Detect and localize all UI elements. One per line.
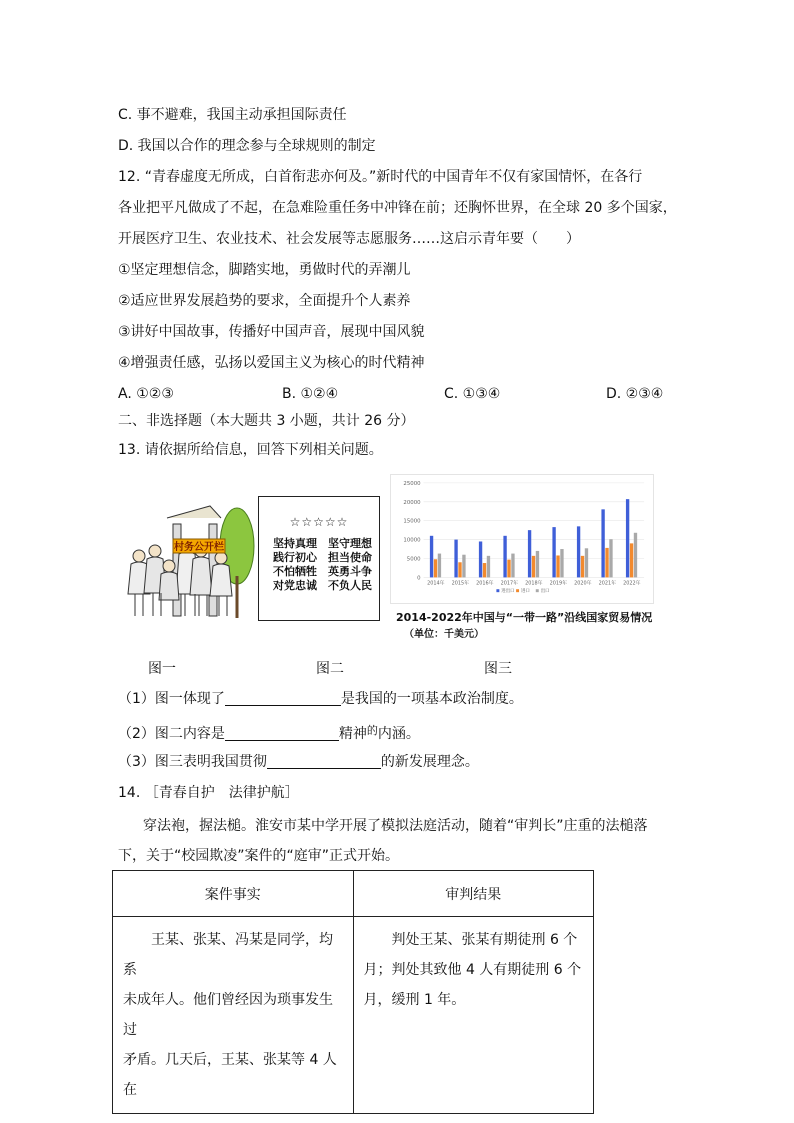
y-tick-label: 20000 xyxy=(403,499,421,506)
figure3-chart xyxy=(390,474,654,604)
legend-label: 出口 xyxy=(540,589,550,595)
table-header-facts: 案件事实 xyxy=(113,871,354,917)
bar-进出口 xyxy=(626,499,629,577)
x-tick-label: 2015年 xyxy=(451,580,470,587)
figure1-sign-text: 村务公开栏 xyxy=(174,542,224,553)
q12-stem-line3: 开展医疗卫生、农业技术、社会发展等志愿服务……这启示青年要（ ） xyxy=(118,231,580,247)
q14-para-line1: 穿法袍，握法槌。淮安市某中学开展了模拟法庭活动，随着“审判长”庄重的法槌落 xyxy=(143,818,648,834)
bar-出口 xyxy=(438,554,441,578)
bar-进出口 xyxy=(552,527,555,577)
figure2-line-3: 不怕牺牲 英勇斗争 xyxy=(273,565,372,578)
bar-进口 xyxy=(483,563,486,577)
bar-出口 xyxy=(511,554,514,578)
chart-unit: （单位：千美元） xyxy=(404,629,484,640)
y-tick-label: 5000 xyxy=(406,556,421,563)
bar-进出口 xyxy=(577,526,580,577)
bar-进口 xyxy=(434,559,437,577)
figure2-stars: ☆☆☆☆☆ xyxy=(289,515,349,529)
figure2-line-2: 践行初心 担当使命 xyxy=(273,551,372,564)
y-tick-label: 15000 xyxy=(403,518,421,525)
bar-进口 xyxy=(532,556,535,578)
x-tick-label: 2022年 xyxy=(623,580,641,587)
q12-choice-b: B. ①②④ xyxy=(282,386,339,402)
chart-title: 2014-2022年中国与“一带一路”沿线国家贸易情况 xyxy=(396,611,653,624)
bar-进口 xyxy=(581,556,584,578)
case-table xyxy=(112,870,594,1114)
y-tick-label: 25000 xyxy=(403,480,421,487)
bar-出口 xyxy=(585,548,588,577)
table-header-result: 审判结果 xyxy=(353,871,594,917)
legend-label: 进口 xyxy=(521,589,530,595)
legend-swatch xyxy=(516,589,519,592)
q13-sub1: （1）图一体现了 是我国的一项基本政治制度。 xyxy=(118,691,523,707)
figure2-poem xyxy=(273,537,379,593)
bar-进出口 xyxy=(454,540,457,578)
q12-stem-line2: 各业把平凡做成了不起，在急难险重任务中冲锋在前；还胸怀世界，在全球 20 多个国家， xyxy=(118,200,677,216)
q14-heading: 14. ［青春自护 法律护航］ xyxy=(118,785,299,801)
figure-label-3: 图三 xyxy=(484,661,512,677)
q13-sub3: （3）图三表明我国贯彻 的新发展理念。 xyxy=(118,754,479,770)
bar-进出口 xyxy=(601,509,604,577)
bar-出口 xyxy=(560,549,563,577)
bar-进口 xyxy=(605,548,608,577)
x-tick-label: 2021年 xyxy=(598,580,617,587)
section-heading: 二、非选择题（本大题共 3 小题，共计 26 分） xyxy=(118,413,415,429)
x-tick-label: 2014年 xyxy=(427,580,445,587)
bar-进口 xyxy=(556,555,559,577)
q12-item-2: ②适应世界发展趋势的要求，全面提升个人素养 xyxy=(118,293,411,309)
figure2-line-4: 对党忠诚 不负人民 xyxy=(273,579,372,592)
figure-label-1: 图一 xyxy=(148,661,176,677)
bar-进口 xyxy=(458,562,461,577)
bar-进出口 xyxy=(503,536,506,578)
table-cell-result: 判处王某、张某有期徒刑 6 个 月；判处其致他 4 人有期徒刑 6 个 月，缓刑 1 年。 xyxy=(353,917,594,1114)
x-tick-label: 2017年 xyxy=(500,580,519,587)
q12-item-1: ①坚定理想信念，脚踏实地，勇做时代的弄潮儿 xyxy=(118,262,411,278)
q13-stem: 13. 请依据所给信息，回答下列相关问题。 xyxy=(118,442,383,458)
q14-para-line2: 下，关于“校园欺凌”案件的“庭审”正式开始。 xyxy=(118,848,400,864)
bar-出口 xyxy=(536,551,539,577)
bar-进出口 xyxy=(479,541,482,577)
table-cell-facts: 王某、张某、冯某是同学，均系 未成年人。他们曾经因为琐事发生过 矛盾。几天后，王某、张某等 4 人在 xyxy=(113,917,354,1114)
figure1-cartoon xyxy=(125,496,255,621)
q12-choice-a: A. ①②③ xyxy=(118,386,174,402)
bar-出口 xyxy=(487,556,490,578)
legend-swatch xyxy=(496,589,499,592)
q12-item-4: ④增强责任感，弘扬以爱国主义为核心的时代精神 xyxy=(118,355,425,371)
x-tick-label: 2020年 xyxy=(574,580,592,587)
figure-label-2: 图二 xyxy=(316,661,344,677)
q12-choice-d: D. ②③④ xyxy=(606,386,664,402)
q12-choice-c: C. ①③④ xyxy=(444,386,501,402)
q12-item-3: ③讲好中国故事，传播好中国声音，展现中国风貌 xyxy=(118,324,425,340)
x-tick-label: 2016年 xyxy=(476,580,494,587)
answer-blank-2[interactable] xyxy=(225,726,339,741)
bar-进出口 xyxy=(528,530,531,577)
bar-出口 xyxy=(634,533,637,578)
figure2-box xyxy=(258,496,380,621)
answer-blank-3[interactable] xyxy=(267,754,381,769)
legend-swatch xyxy=(536,589,539,592)
x-tick-label: 2018年 xyxy=(525,580,543,587)
bar-进出口 xyxy=(430,536,433,578)
option-c-prev: C. 事不避难，我国主动承担国际责任 xyxy=(118,107,347,123)
bar-出口 xyxy=(609,539,612,577)
bar-进口 xyxy=(507,560,510,578)
x-tick-label: 2019年 xyxy=(549,580,568,587)
q13-sub2: （2）图二内容是 精神$^的$内涵。 xyxy=(118,724,420,742)
y-tick-label: 0 xyxy=(417,575,421,582)
answer-blank-1[interactable] xyxy=(225,691,341,706)
figure2-line-1: 坚持真理 坚守理想 xyxy=(273,537,372,550)
bar-出口 xyxy=(462,555,465,578)
legend-label: 进出口 xyxy=(501,589,515,595)
q12-stem-line1: 12. “青春虚度无所成，白首衔悲亦何及。”新时代的中国青年不仅有家国情怀，在各行 xyxy=(118,169,643,185)
bar-进口 xyxy=(630,543,633,577)
option-d-prev: D. 我国以合作的理念参与全球规则的制定 xyxy=(118,138,376,154)
y-tick-label: 10000 xyxy=(403,537,421,544)
